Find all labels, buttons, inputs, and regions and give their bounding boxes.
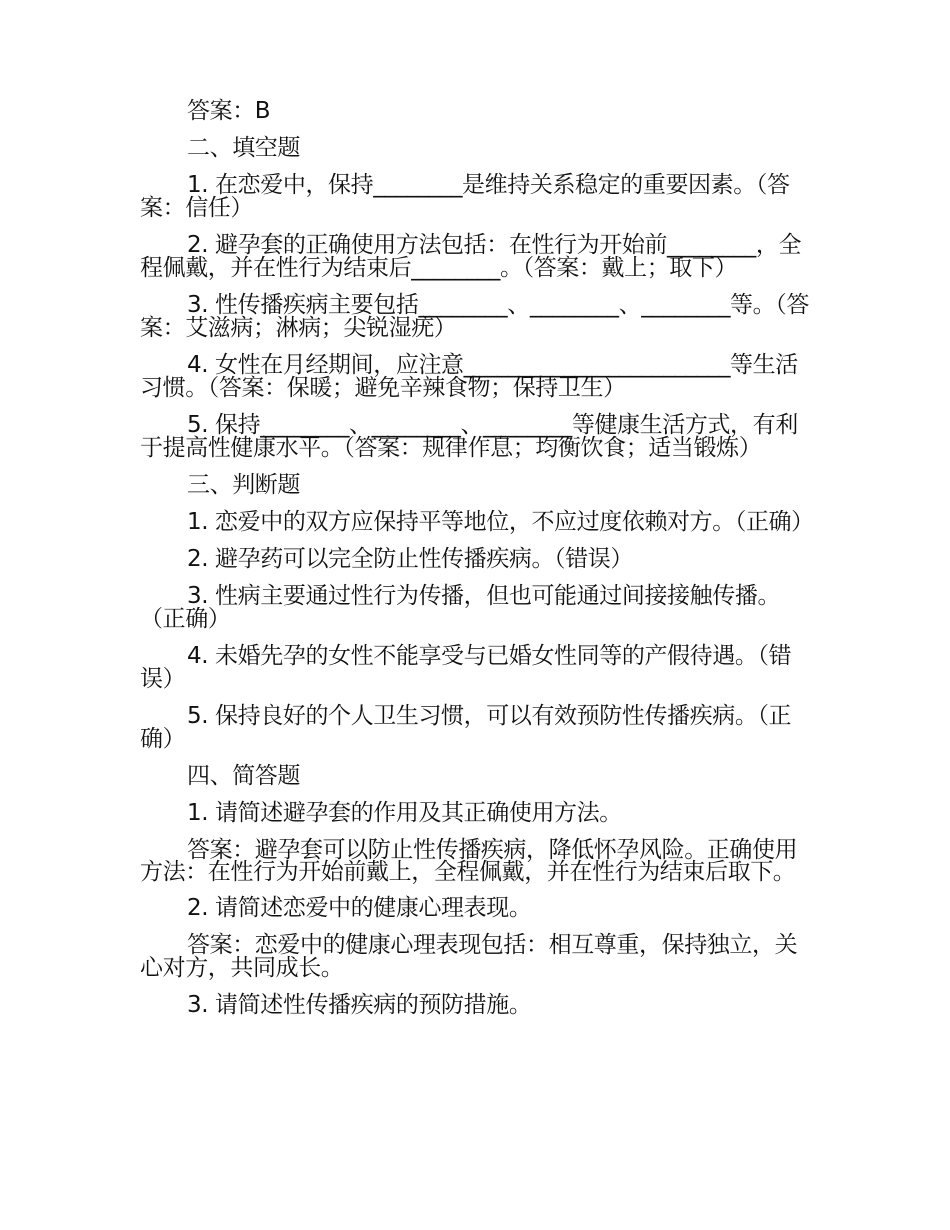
fill-blank-question-5: 5. 保持________、________、________等健康生活方式，有利于提高性健康水平。（答案：规律作息；均衡饮食；适当锻炼） — [140, 412, 798, 461]
fill-blank-question-2: 2. 避孕套的正确使用方法包括：在性行为开始前________，全程佩戴，并在性行为结束后________。（答案：戴上；取下） — [140, 232, 802, 281]
section-heading-fill-blank: 二、填空题 — [187, 135, 301, 161]
section-heading-true-false: 三、判断题 — [187, 472, 301, 498]
true-false-question-3: 3. 性病主要通过性行为传播，但也可能通过间接接触传播。（正确） — [140, 583, 781, 632]
short-answer-answer-1: 答案：避孕套可以防止性传播疾病，降低怀孕风险。正确使用方法：在性行为开始前戴上，全程佩戴，并在性行为结束后取下。 — [140, 837, 798, 885]
true-false-question-1: 1. 恋爱中的双方应保持平等地位，不应过度依赖对方。（正确） — [187, 509, 814, 535]
true-false-question-2: 2. 避孕药可以完全防止性传播疾病。（错误） — [187, 546, 633, 572]
true-false-question-4: 4. 未婚先孕的女性不能享受与已婚女性同等的产假待遇。（错误） — [140, 643, 792, 692]
fill-blank-question-4: 4. 女性在月经期间，应注意________________________等生活习惯。（答案：保暖；避免辛辣食物；保持卫生） — [140, 352, 798, 401]
short-answer-question-1: 1. 请简述避孕套的作用及其正确使用方法。 — [187, 800, 622, 826]
section-heading-short-answer: 四、简答题 — [187, 763, 301, 789]
answer-line: 答案：B — [187, 98, 271, 124]
fill-blank-question-3: 3. 性传播疾病主要包括________、________、________等。（答案：艾滋病；淋病；尖锐湿疣） — [140, 292, 809, 341]
true-false-question-5: 5. 保持良好的个人卫生习惯，可以有效预防性传播疾病。（正确） — [140, 703, 792, 752]
short-answer-answer-2: 答案：恋爱中的健康心理表现包括：相互尊重，保持独立，关心对方，共同成长。 — [140, 932, 798, 981]
short-answer-question-2: 2. 请简述恋爱中的健康心理表现。 — [187, 895, 532, 921]
document-page — [140, 100, 812, 1031]
fill-blank-question-1: 1. 在恋爱中，保持________是维持关系稳定的重要因素。（答案：信任） — [140, 172, 790, 221]
short-answer-question-3: 3. 请简述性传播疾病的预防措施。 — [187, 992, 532, 1018]
